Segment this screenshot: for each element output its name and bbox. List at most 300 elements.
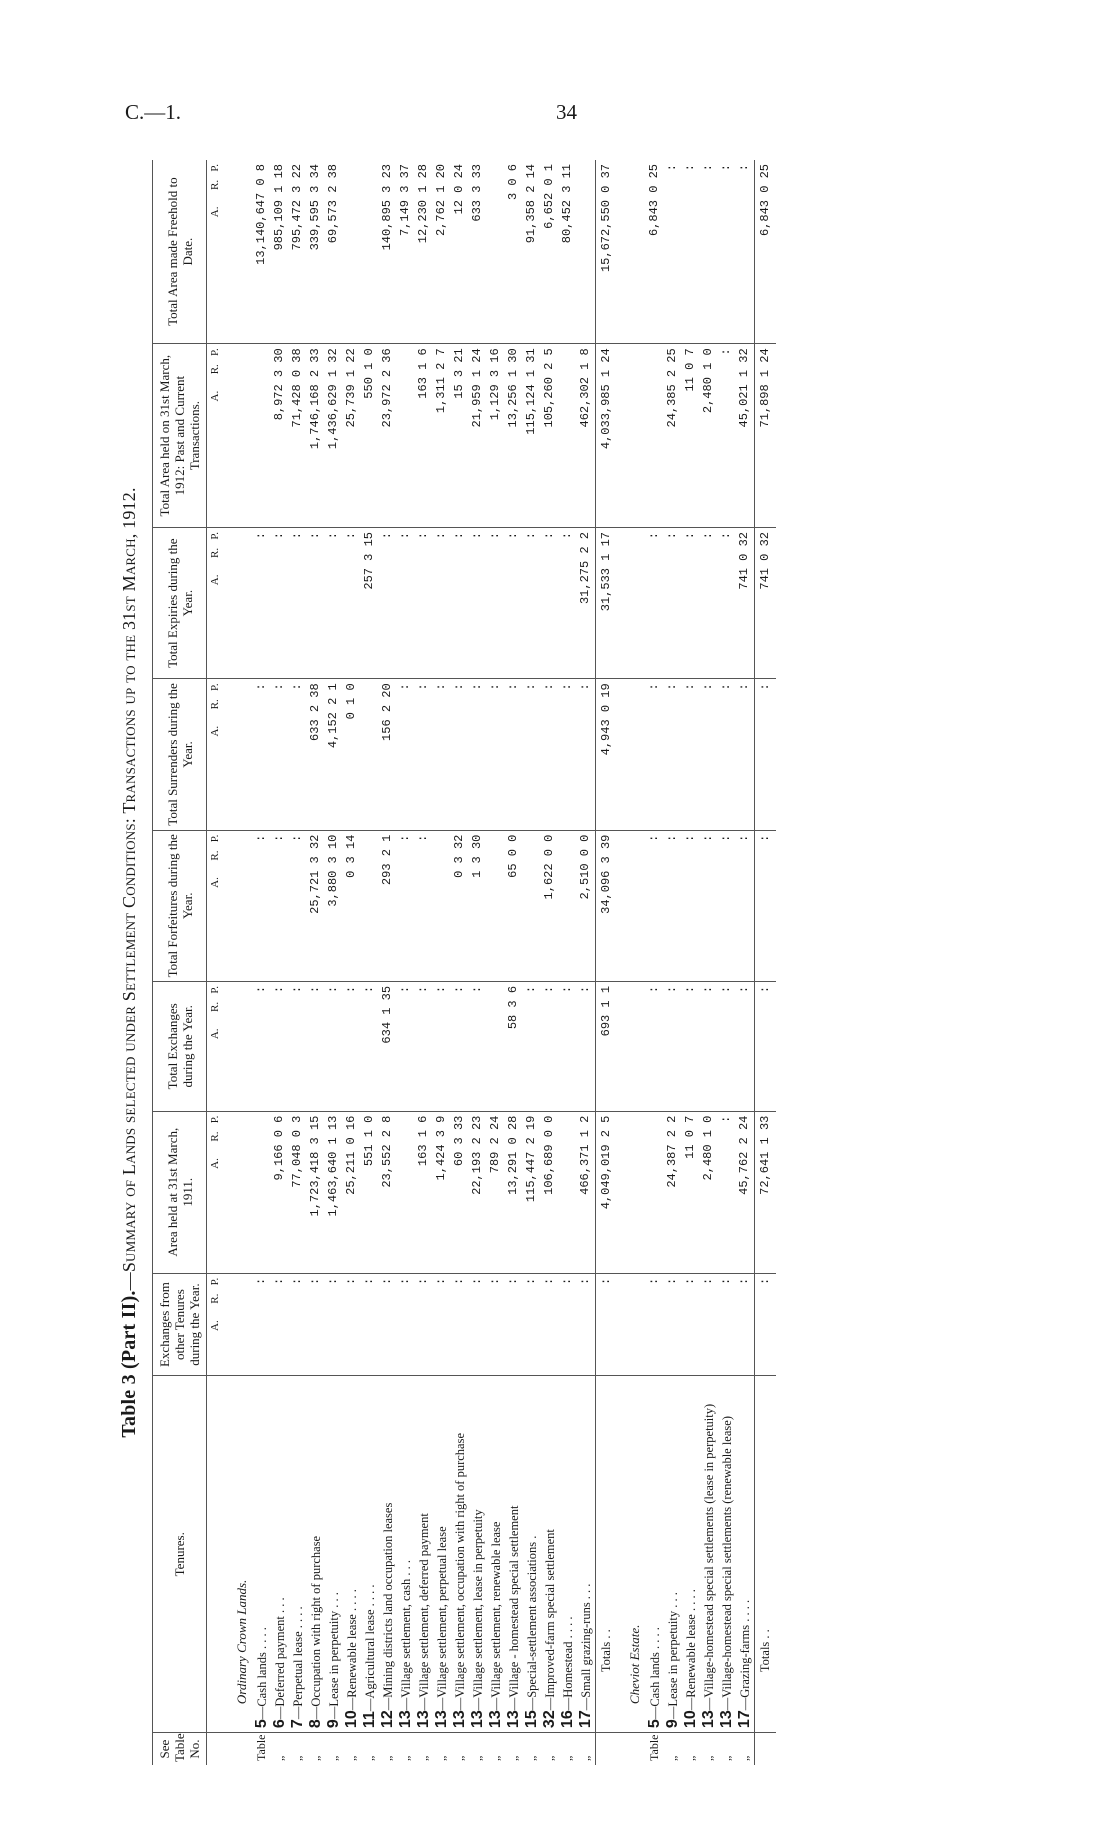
value-held: 466,371 1 2 xyxy=(577,1111,596,1273)
see-table-cell xyxy=(451,1733,469,1765)
see-table-cell xyxy=(487,1733,505,1765)
see-table-prefix: „ xyxy=(362,1755,376,1761)
value-exch: : xyxy=(379,1273,397,1376)
tenure-name: —Renewable lease . . . . xyxy=(684,1589,698,1711)
value-held1912: 23,972 2 36 xyxy=(379,344,397,528)
value-freehold: 80,452 3 11 xyxy=(559,160,577,344)
table-title-main: Table 3 (Part II). xyxy=(118,1290,140,1438)
value-held: 1,463,640 1 13 xyxy=(325,1111,343,1273)
see-table-cell xyxy=(343,1733,361,1765)
tenure-cell xyxy=(559,1376,577,1733)
value-held: 60 3 33 xyxy=(451,1111,469,1273)
value-forf: 25,721 3 32 xyxy=(307,830,325,981)
value-forf xyxy=(433,830,451,981)
unit-labels-exchanges: A. R. P. xyxy=(207,981,225,1111)
value-surr: : xyxy=(664,679,682,830)
section-blank xyxy=(617,1111,646,1273)
col-expiries: Total Expiries during the Year. xyxy=(153,528,207,679)
section-blank xyxy=(224,528,253,679)
total-held: 72,641 1 33 xyxy=(755,1111,777,1273)
section-row xyxy=(224,160,253,1765)
value-freehold: 12,230 1 28 xyxy=(415,160,433,344)
value-held1912: 25,739 1 22 xyxy=(343,344,361,528)
section-blank xyxy=(224,679,253,830)
value-held1912: 2,480 1 0 xyxy=(700,344,718,528)
value-freehold: : xyxy=(664,160,682,344)
value-exchanges: : xyxy=(451,981,469,1111)
value-forf: 293 2 1 xyxy=(379,830,397,981)
value-freehold xyxy=(487,160,505,344)
col-exchanges: Total Exchanges during the Year. xyxy=(153,981,207,1111)
see-table-cell xyxy=(559,1733,577,1765)
unit-labels-forf: A. R. P. xyxy=(207,830,225,981)
table-row xyxy=(307,160,325,1765)
value-exchanges: : xyxy=(307,981,325,1111)
value-exchanges: : xyxy=(343,981,361,1111)
section-blank xyxy=(617,830,646,981)
tenure-name: —Village settlement, cash . . . xyxy=(399,1560,413,1711)
value-held1912 xyxy=(397,344,415,528)
tenure-name: —Agricultural lease . . . . xyxy=(363,1584,377,1712)
unit-labels-freehold: A. R. P. xyxy=(207,160,225,344)
value-forf: : xyxy=(664,830,682,981)
tenure-cell xyxy=(505,1376,523,1733)
see-table-cell xyxy=(433,1733,451,1765)
section-blank xyxy=(224,160,253,344)
value-held: 13,291 0 28 xyxy=(505,1111,523,1273)
value-freehold: : xyxy=(718,160,736,344)
tenure-cell xyxy=(271,1376,289,1733)
see-table-cell xyxy=(646,1733,664,1765)
value-exch: : xyxy=(577,1273,596,1376)
section-blank xyxy=(617,679,646,830)
value-surr: : xyxy=(487,679,505,830)
tenure-cell xyxy=(487,1376,505,1733)
value-exchanges: : xyxy=(433,981,451,1111)
table-row xyxy=(325,160,343,1765)
section-blank xyxy=(617,528,646,679)
value-forf xyxy=(361,830,379,981)
value-exch: : xyxy=(559,1273,577,1376)
unit-labels-expiries: A. R. P. xyxy=(207,528,225,679)
tenure-name: —Homestead . . . . xyxy=(561,1616,575,1711)
section-row xyxy=(617,160,646,1765)
tenure-cell xyxy=(325,1376,343,1733)
table-row xyxy=(682,160,700,1765)
value-exch: : xyxy=(451,1273,469,1376)
value-expiries: : xyxy=(682,528,700,679)
value-forf xyxy=(559,830,577,981)
table-title-rest: —Summary of Lands selected under Settlement Conditions: Transactions up to the 31st March, 1912. xyxy=(119,487,139,1291)
value-exch: : xyxy=(289,1273,307,1376)
table-row xyxy=(664,160,682,1765)
table-row xyxy=(577,160,596,1765)
value-held xyxy=(397,1111,415,1273)
value-freehold: 3 0 6 xyxy=(505,160,523,344)
tenure-name: —Lease in perpetuity . . . xyxy=(327,1592,341,1720)
see-table-prefix: „ xyxy=(344,1755,358,1761)
see-table-cell xyxy=(664,1733,682,1765)
total-held1912: 4,033,985 1 24 xyxy=(596,344,618,528)
see-table-cell xyxy=(325,1733,343,1765)
table-number: 13 xyxy=(718,1710,735,1729)
tenure-cell xyxy=(379,1376,397,1733)
value-held1912: 105,260 2 5 xyxy=(541,344,559,528)
value-exchanges: : xyxy=(577,981,596,1111)
section-label-cell xyxy=(617,1376,646,1733)
table-number: 13 xyxy=(487,1710,504,1729)
value-surr: : xyxy=(505,679,523,830)
see-table-cell xyxy=(397,1733,415,1765)
table-number: 13 xyxy=(397,1710,414,1729)
tenure-name: —Cash lands . . . . xyxy=(648,1627,662,1720)
value-freehold: 6,843 0 25 xyxy=(646,160,664,344)
value-held xyxy=(646,1111,664,1273)
value-freehold: 69,573 2 38 xyxy=(325,160,343,344)
value-held1912: 8,972 3 30 xyxy=(271,344,289,528)
section-blank xyxy=(224,344,253,528)
value-forf: 3,880 3 10 xyxy=(325,830,343,981)
value-held1912: 15 3 21 xyxy=(451,344,469,528)
units-blank xyxy=(207,1376,225,1733)
value-held1912 xyxy=(559,344,577,528)
value-held: 45,762 2 24 xyxy=(736,1111,755,1273)
see-table-prefix: „ xyxy=(560,1755,574,1761)
table-row xyxy=(253,160,271,1765)
table-body xyxy=(207,160,777,1765)
table-row xyxy=(433,160,451,1765)
value-held1912 xyxy=(646,344,664,528)
tenure-cell xyxy=(718,1376,736,1733)
totals-row xyxy=(755,160,777,1765)
value-held: 2,480 1 0 xyxy=(700,1111,718,1273)
table-number: 13 xyxy=(451,1710,468,1729)
value-expiries: : xyxy=(541,528,559,679)
see-table-prefix: „ xyxy=(524,1755,538,1761)
see-table-cell xyxy=(415,1733,433,1765)
table-row xyxy=(487,160,505,1765)
see-table-cell xyxy=(523,1733,541,1765)
table-number: 17 xyxy=(577,1710,594,1729)
value-held: : xyxy=(718,1111,736,1273)
value-held1912: 24,385 2 25 xyxy=(664,344,682,528)
value-expiries: : xyxy=(646,528,664,679)
section-label: Ordinary Crown Lands. xyxy=(234,1579,249,1705)
see-table-prefix: „ xyxy=(452,1755,466,1761)
tenure-name: —Cash lands . . . . xyxy=(255,1627,269,1720)
value-surr: 0 1 0 xyxy=(343,679,361,830)
table-number: 32 xyxy=(541,1710,558,1729)
value-freehold: 91,358 2 14 xyxy=(523,160,541,344)
table-number: 13 xyxy=(505,1710,522,1729)
tenure-cell xyxy=(433,1376,451,1733)
table-row xyxy=(469,160,487,1765)
total-surr: : xyxy=(755,679,777,830)
value-exch: : xyxy=(415,1273,433,1376)
value-freehold xyxy=(577,160,596,344)
value-surr: 4,152 2 1 xyxy=(325,679,343,830)
value-freehold: 985,109 1 18 xyxy=(271,160,289,344)
value-freehold: : xyxy=(700,160,718,344)
value-held: 24,387 2 2 xyxy=(664,1111,682,1273)
value-expiries: : xyxy=(505,528,523,679)
value-freehold: 12 0 24 xyxy=(451,160,469,344)
table-row xyxy=(379,160,397,1765)
value-forf: : xyxy=(700,830,718,981)
value-exchanges: : xyxy=(664,981,682,1111)
value-exchanges xyxy=(487,981,505,1111)
value-surr: : xyxy=(559,679,577,830)
value-exch: : xyxy=(487,1273,505,1376)
totals-see-blank xyxy=(596,1733,618,1765)
see-table-prefix: „ xyxy=(398,1755,412,1761)
tenure-name: —Perpetual lease . . . . xyxy=(291,1606,305,1720)
see-table-prefix: „ xyxy=(578,1755,592,1761)
section-label: Cheviot Estate. xyxy=(627,1624,642,1705)
value-held: 106,689 0 0 xyxy=(541,1111,559,1273)
see-table-prefix: „ xyxy=(506,1755,520,1761)
table-number: 10 xyxy=(343,1710,360,1729)
value-exch: : xyxy=(361,1273,379,1376)
tenure-name: —Improved-farm special settlement xyxy=(543,1529,557,1711)
tenure-name: —Village settlement, occupation with right of purchase xyxy=(453,1432,467,1711)
see-table-prefix: „ xyxy=(308,1755,322,1761)
value-exchanges: : xyxy=(325,981,343,1111)
table-row xyxy=(361,160,379,1765)
value-exch: : xyxy=(736,1273,755,1376)
total-exch: : xyxy=(755,1273,777,1376)
see-table-cell xyxy=(700,1733,718,1765)
see-table-prefix: Table xyxy=(254,1734,268,1761)
value-exchanges: : xyxy=(361,981,379,1111)
see-table-prefix: „ xyxy=(470,1755,484,1761)
section-blank xyxy=(617,981,646,1111)
value-forf: : xyxy=(271,830,289,981)
value-forf: : xyxy=(253,830,271,981)
tenure-name: —Village settlement, perpetual lease xyxy=(435,1526,449,1711)
see-table-cell xyxy=(361,1733,379,1765)
see-table-prefix: „ xyxy=(701,1755,715,1761)
value-expiries: : xyxy=(451,528,469,679)
table-row xyxy=(736,160,755,1765)
tenure-name: —Village-homestead special settlements (lease in perpetuity) xyxy=(702,1403,716,1711)
col-exchanges-from: Exchanges from other Tenures during the Year. xyxy=(153,1273,207,1376)
value-expiries: : xyxy=(718,528,736,679)
value-exchanges: 58 3 6 xyxy=(505,981,523,1111)
tenure-name: —Village-homestead special settlements (renewable lease) xyxy=(720,1416,734,1711)
tenure-name: —Mining districts land occupation leases xyxy=(381,1502,395,1711)
table-number: 15 xyxy=(523,1710,540,1729)
value-forf: : xyxy=(289,830,307,981)
value-surr: : xyxy=(433,679,451,830)
tenure-cell xyxy=(289,1376,307,1733)
see-table-cell xyxy=(736,1733,755,1765)
value-forf: 1 3 30 xyxy=(469,830,487,981)
total-exch: : xyxy=(596,1273,618,1376)
value-forf xyxy=(487,830,505,981)
value-expiries: : xyxy=(289,528,307,679)
value-expiries: 257 3 15 xyxy=(361,528,379,679)
value-forf: : xyxy=(682,830,700,981)
value-held1912: 462,302 1 8 xyxy=(577,344,596,528)
total-expiries: 31,533 1 17 xyxy=(596,528,618,679)
value-exch: : xyxy=(505,1273,523,1376)
settlement-summary-table xyxy=(152,160,776,1765)
value-expiries: : xyxy=(664,528,682,679)
tenure-cell xyxy=(682,1376,700,1733)
value-exch: : xyxy=(433,1273,451,1376)
see-table-cell xyxy=(307,1733,325,1765)
value-freehold: : xyxy=(682,160,700,344)
tenure-cell xyxy=(307,1376,325,1733)
tenure-name: —Village - homestead special settlement xyxy=(507,1505,521,1711)
see-table-prefix: „ xyxy=(272,1755,286,1761)
section-see-blank xyxy=(224,1733,253,1765)
see-table-cell xyxy=(718,1733,736,1765)
value-held1912: 1,746,168 2 33 xyxy=(307,344,325,528)
value-surr: : xyxy=(700,679,718,830)
value-exchanges: : xyxy=(253,981,271,1111)
see-table-prefix: „ xyxy=(737,1755,751,1761)
value-held: 22,193 2 23 xyxy=(469,1111,487,1273)
col-freehold: Total Area made Freehold to Date. xyxy=(153,160,207,344)
page-number: 34 xyxy=(556,100,577,124)
value-exch: : xyxy=(307,1273,325,1376)
value-surr: 156 2 20 xyxy=(379,679,397,830)
value-expiries: : xyxy=(271,528,289,679)
value-held1912: 71,428 0 38 xyxy=(289,344,307,528)
value-exch: : xyxy=(646,1273,664,1376)
value-expiries: : xyxy=(559,528,577,679)
col-see-table: See Table No. xyxy=(153,1733,207,1765)
section-blank xyxy=(617,1273,646,1376)
value-freehold: 2,762 1 20 xyxy=(433,160,451,344)
see-table-prefix: „ xyxy=(290,1755,304,1761)
col-area-held-1911: Area held at 31st March, 1911. xyxy=(153,1111,207,1273)
value-forf xyxy=(523,830,541,981)
value-surr: : xyxy=(541,679,559,830)
table-row xyxy=(271,160,289,1765)
value-surr: : xyxy=(271,679,289,830)
value-held1912: 550 1 0 xyxy=(361,344,379,528)
value-expiries: : xyxy=(415,528,433,679)
total-freehold: 6,843 0 25 xyxy=(755,160,777,344)
value-freehold: 633 3 33 xyxy=(469,160,487,344)
table-number: 9 xyxy=(664,1719,681,1729)
section-blank xyxy=(224,981,253,1111)
unit-labels-exch: A. R. P. xyxy=(207,1273,225,1376)
value-exch: : xyxy=(718,1273,736,1376)
value-exch: : xyxy=(541,1273,559,1376)
value-expiries: : xyxy=(343,528,361,679)
value-surr: : xyxy=(523,679,541,830)
units-row xyxy=(207,160,225,1765)
col-surrenders: Total Surrenders during the Year. xyxy=(153,679,207,830)
value-freehold xyxy=(343,160,361,344)
value-held: 1,424 3 9 xyxy=(433,1111,451,1273)
value-held: 789 2 24 xyxy=(487,1111,505,1273)
value-forf: 1,622 0 0 xyxy=(541,830,559,981)
tenure-cell xyxy=(736,1376,755,1733)
value-held1912: 45,021 1 32 xyxy=(736,344,755,528)
see-table-prefix: „ xyxy=(683,1755,697,1761)
value-freehold: 339,595 3 34 xyxy=(307,160,325,344)
total-exchanges: : xyxy=(755,981,777,1111)
value-expiries: : xyxy=(307,528,325,679)
table-number: 6 xyxy=(271,1719,288,1729)
section-see-blank xyxy=(617,1733,646,1765)
table-row xyxy=(646,160,664,1765)
tenure-cell xyxy=(541,1376,559,1733)
value-exchanges: : xyxy=(682,981,700,1111)
table-number: 5 xyxy=(646,1719,663,1729)
value-surr: : xyxy=(415,679,433,830)
value-surr: 633 2 38 xyxy=(307,679,325,830)
tenure-cell xyxy=(523,1376,541,1733)
units-blank xyxy=(207,1733,225,1765)
tenure-cell xyxy=(397,1376,415,1733)
table-number: 7 xyxy=(289,1719,306,1729)
value-exchanges: : xyxy=(736,981,755,1111)
value-exch: : xyxy=(325,1273,343,1376)
value-held1912: 13,256 1 30 xyxy=(505,344,523,528)
value-freehold: 6,652 0 1 xyxy=(541,160,559,344)
total-held1912: 71,898 1 24 xyxy=(755,344,777,528)
tenure-cell xyxy=(577,1376,596,1733)
value-held: 77,048 0 3 xyxy=(289,1111,307,1273)
table-number: 10 xyxy=(682,1710,699,1729)
value-forf: : xyxy=(415,830,433,981)
section-blank xyxy=(224,1273,253,1376)
value-exchanges: : xyxy=(541,981,559,1111)
value-exchanges: : xyxy=(469,981,487,1111)
value-held: 11 0 7 xyxy=(682,1111,700,1273)
value-surr: : xyxy=(718,679,736,830)
see-table-prefix: „ xyxy=(380,1755,394,1761)
see-table-cell xyxy=(682,1733,700,1765)
value-held: 23,552 2 8 xyxy=(379,1111,397,1273)
see-table-cell xyxy=(271,1733,289,1765)
value-exchanges: : xyxy=(700,981,718,1111)
value-expiries: : xyxy=(433,528,451,679)
table-row xyxy=(343,160,361,1765)
table-number: 5 xyxy=(253,1719,270,1729)
see-table-prefix: „ xyxy=(719,1755,733,1761)
value-exch: : xyxy=(253,1273,271,1376)
value-expiries: : xyxy=(397,528,415,679)
value-expiries: : xyxy=(469,528,487,679)
value-freehold xyxy=(361,160,379,344)
total-expiries: 741 0 32 xyxy=(755,528,777,679)
value-expiries: : xyxy=(253,528,271,679)
value-surr: : xyxy=(253,679,271,830)
value-forf: 0 3 14 xyxy=(343,830,361,981)
value-held1912: 163 1 6 xyxy=(415,344,433,528)
value-forf: : xyxy=(736,830,755,981)
tenure-cell xyxy=(646,1376,664,1733)
col-forfeitures: Total Forfeitures during the Year. xyxy=(153,830,207,981)
table-row xyxy=(541,160,559,1765)
value-exchanges: : xyxy=(646,981,664,1111)
see-table-cell xyxy=(505,1733,523,1765)
value-exch: : xyxy=(523,1273,541,1376)
table-row xyxy=(505,160,523,1765)
tenure-name: —Special-settlement associations . xyxy=(525,1535,539,1711)
value-exchanges: : xyxy=(718,981,736,1111)
tenure-name: —Deferred payment . . . xyxy=(273,1597,287,1720)
tenure-cell xyxy=(700,1376,718,1733)
section-blank xyxy=(224,1111,253,1273)
